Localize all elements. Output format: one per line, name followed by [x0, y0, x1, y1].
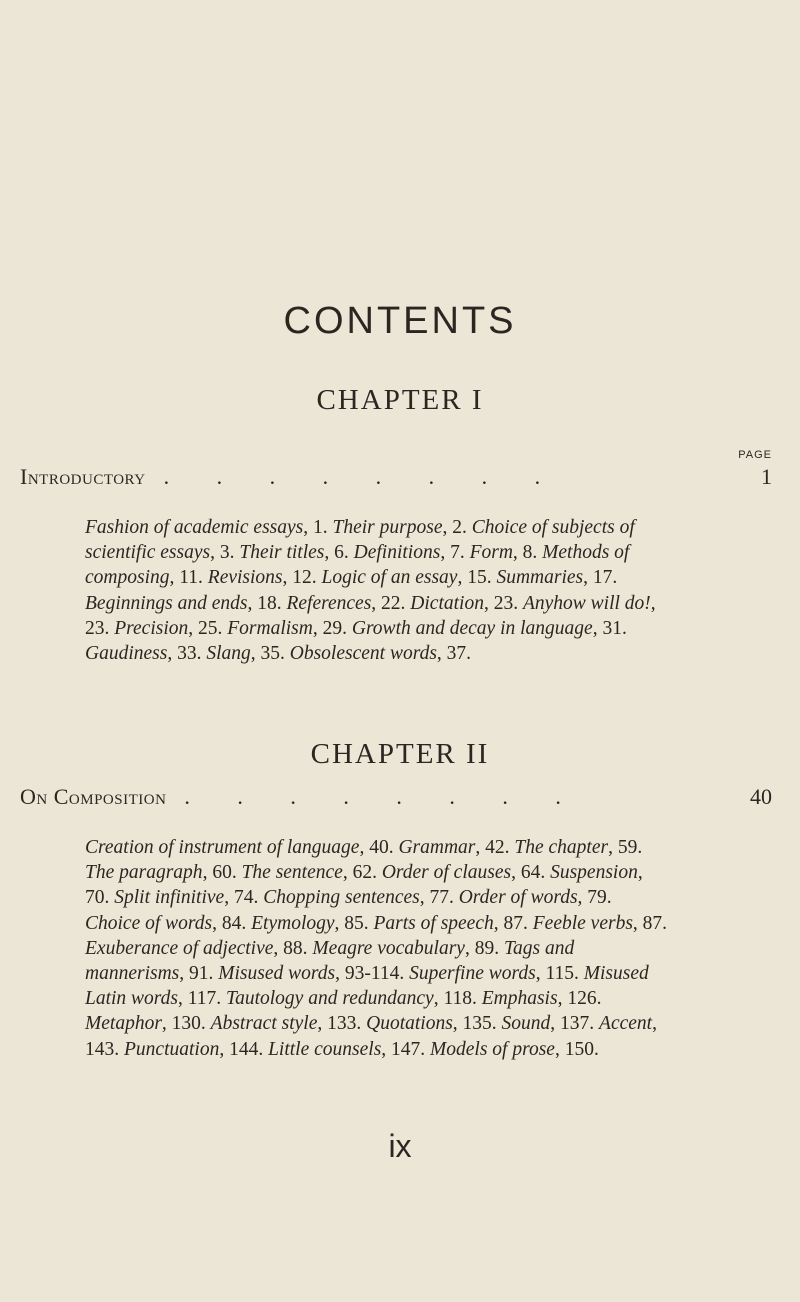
entry-page: 118 — [443, 988, 472, 1010]
entry-page: 23 — [493, 592, 514, 614]
entry-page: 130 — [171, 1013, 201, 1035]
entry-page: 117 — [187, 988, 217, 1010]
entry-page: 3 — [219, 542, 230, 564]
entry-title: Suspension — [550, 862, 638, 884]
chapter-2-page: 40 — [750, 784, 772, 809]
entry-page: 22 — [381, 592, 401, 614]
entry-page: 85 — [344, 912, 364, 934]
entry-page: 60 — [212, 862, 232, 884]
entry-page: 64 — [520, 862, 541, 884]
entry-page: 126 — [567, 988, 597, 1010]
entry-page: 62 — [352, 862, 373, 884]
entry-title: The chapter — [514, 837, 609, 858]
entry-title: Quotations — [366, 1013, 453, 1035]
entry-title: Meagre vocabulary — [312, 937, 465, 959]
entry-page: 144 — [229, 1038, 259, 1060]
entry-page: 91 — [189, 963, 209, 985]
chapter-1-title: Introductory — [20, 464, 146, 489]
entry-title: Misused words — [218, 963, 336, 985]
entry-title: Form — [469, 542, 513, 564]
entry-page: 59 — [617, 837, 638, 858]
entry-page: 25 — [198, 617, 218, 639]
entry-title: Creation of instrument of language — [85, 837, 360, 858]
entry-page: 93-114 — [344, 963, 400, 985]
entry-title: Little counsels — [268, 1038, 382, 1060]
chapter-1-heading: CHAPTER I — [316, 384, 484, 416]
entry-title: Split infinitive — [114, 887, 225, 909]
entry-title: Tags and mannerisms — [85, 937, 575, 985]
entry-page: 11 — [179, 567, 199, 589]
entry-page: 133 — [327, 1013, 357, 1035]
chapter-1-page: 1 — [761, 464, 772, 489]
entry-page: 31 — [602, 617, 622, 639]
entry-title: The sentence — [241, 862, 343, 884]
entry-page: 2 — [452, 517, 462, 538]
entry-title: Slang — [206, 643, 251, 665]
entry-title: Emphasis — [481, 988, 558, 1010]
chapter-2-line — [20, 784, 772, 814]
entry-page: 40 — [369, 837, 389, 858]
entry-title: Tautology and redundancy — [226, 988, 434, 1010]
page-column-label: PAGE — [738, 449, 772, 461]
entry-page: 89 — [474, 937, 495, 959]
entry-page: 7 — [450, 542, 460, 564]
page-folio: ix — [388, 1128, 412, 1164]
entry-page: 74 — [233, 887, 254, 909]
entry-title: Their purpose — [332, 517, 443, 538]
entry-title: Order of clauses — [381, 862, 512, 884]
chapter-1-entries: Fashion of academic essays, 1. Their purpose, 2. Choice of subjects of scientific essays, 3. Their titles, 6. Definitions, 7. Form, 8. Methods of composing, 11. Revisions, 12. Logic of an essay, 15. Summaries, 17. Beginnings and ends, 18. References, 22. Dictation, 23. Anyhow will do!, 23. Precision, 25. Formalism, 29. Growth and decay in language, 31. Gaudiness, 33. Slang, 35. Obsolescent words, 37. — [85, 517, 656, 665]
entry-title: Beginnings and ends — [85, 592, 248, 614]
entry-page: 8 — [522, 542, 533, 564]
entry-title: References — [286, 592, 372, 614]
entry-title: Superfine words — [409, 963, 536, 985]
entry-title: Summaries — [496, 567, 584, 589]
entry-title: Order of words — [458, 887, 578, 909]
entry-page: 150 — [564, 1038, 594, 1060]
entry-title: Accent — [599, 1013, 653, 1035]
entry-title: Grammar — [398, 837, 476, 858]
entry-page: 135 — [462, 1013, 492, 1035]
entry-title: Metaphor — [85, 1013, 162, 1035]
entry-page: 6 — [334, 542, 344, 564]
entry-page: 115 — [545, 963, 574, 985]
entry-title: Models of prose — [430, 1038, 555, 1060]
entry-title: Parts of speech — [373, 912, 494, 934]
entry-title: Sound — [501, 1013, 551, 1035]
entry-title: Dictation — [410, 592, 484, 614]
entry-page: 12 — [292, 567, 312, 589]
entry-title: Logic of an essay — [321, 567, 458, 589]
chapter-2-leader: . . . . . . . . — [184, 784, 582, 809]
entry-page: 77 — [429, 887, 449, 909]
entry-page: 147 — [391, 1038, 421, 1060]
entry-title: Gaudiness — [85, 643, 168, 665]
entry-page: 33 — [177, 643, 197, 665]
entry-title: Growth and decay in language — [351, 617, 593, 639]
entry-title: Formalism — [227, 617, 313, 639]
entry-page: 70 — [85, 887, 105, 909]
entry-page: 87 — [642, 912, 663, 934]
entry-title: Precision — [114, 617, 189, 639]
entry-page: 88 — [283, 937, 303, 959]
chapter-1-summary — [85, 515, 670, 666]
entry-title: Methods of composing — [85, 542, 630, 589]
entry-title: Definitions — [353, 542, 441, 564]
entry-title: The paragraph — [85, 862, 203, 884]
entry-page: 23 — [85, 617, 105, 639]
entry-page: 35 — [260, 643, 281, 665]
entry-title: Abstract style — [210, 1013, 318, 1035]
entry-title: Etymology — [251, 912, 335, 934]
entry-title: Choice of subjects of scientific essays — [85, 517, 635, 564]
contents-title: CONTENTS — [283, 300, 517, 342]
entry-page: 143 — [85, 1038, 115, 1060]
chapter-2-summary — [85, 835, 670, 1062]
chapter-1-line — [20, 464, 772, 494]
chapter-1-leader: . . . . . . . . — [163, 464, 562, 489]
chapter-2-entries: Creation of instrument of language, 40. Grammar, 42. The chapter, 59. The paragraph, 60. The sentence, 62. Order of clauses, 64. Suspension, 70. Split infinitive, 74. Chopping sentences, 77. Order of words, 79. Choice of words, 84. Etymology, 85. Parts of speech, 87. Feeble verbs, 87. Exuberance of adjective, 88. Meagre vocabulary, 89. Tags and mannerisms, 91. Misused words, 93-114. Superfine words, 115. Misused Latin words, 117. Tautology and redundancy, 118. Emphasis, 126. Metaphor, 130. Abstract style, 133. Quotations, 135. Sound, 137. Accent, 143. Punctuation, 144. Little counsels, 147. Models of prose, 150. — [85, 837, 668, 1060]
entry-page: 137 — [560, 1013, 590, 1035]
entry-page: 18 — [257, 592, 277, 614]
entry-title: Fashion of academic essays — [85, 517, 304, 538]
entry-page: 84 — [221, 912, 242, 934]
entry-page: 29 — [322, 617, 343, 639]
entry-page: 87 — [503, 912, 523, 934]
entry-title: Punctuation — [124, 1038, 220, 1060]
entry-title: Obsolescent words — [289, 643, 437, 665]
chapter-2-title: On Composition — [20, 784, 167, 809]
entry-title: Anyhow will do! — [522, 592, 651, 614]
entry-page: 15 — [467, 567, 487, 589]
entry-page: 79 — [587, 887, 607, 909]
entry-title: Exuberance of adjective — [85, 937, 274, 959]
entry-title: Choice of words — [85, 912, 213, 934]
entry-page: 42 — [485, 837, 505, 858]
entry-page: 37 — [446, 643, 467, 665]
chapter-2-heading: CHAPTER II — [310, 738, 490, 770]
entry-title: Revisions — [207, 567, 283, 589]
entry-title: Their titles — [239, 542, 325, 564]
entry-title: Chopping sentences — [263, 887, 420, 909]
entry-page: 1 — [313, 517, 323, 538]
entry-title: Feeble verbs — [532, 912, 633, 934]
entry-page: 17 — [592, 567, 613, 589]
entry-title: Misused Latin words — [85, 963, 649, 1010]
